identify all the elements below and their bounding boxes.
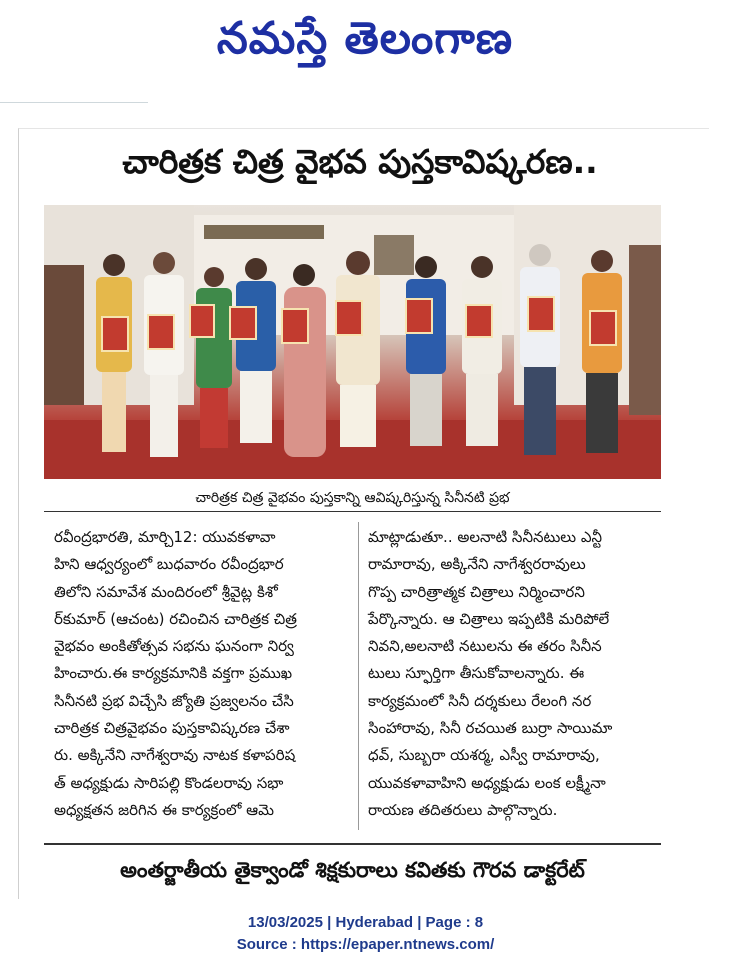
body-line: త్ అధ్యక్షుడు సారిపల్లి కొండలరావు సభా — [54, 773, 284, 792]
body-line: రాయణ తదితరులు పాల్గొన్నారు. — [368, 800, 558, 819]
masthead-divider — [0, 102, 148, 103]
body-line: ధవ్, సుబ్బరా యశర్మ, ఎస్వీ రామారావు, — [368, 746, 600, 765]
page-footer — [0, 912, 731, 956]
body-line: టులు స్ఫూర్తిగా తీసుకోవాలన్నారు. ఈ — [368, 664, 585, 683]
body-line: హించారు.ఈ కార్యక్రమానికి వక్తగా ప్రముఖ — [54, 664, 293, 683]
footer-date-line: 13/03/2025 | Hyderabad | Page : 8 — [247, 914, 484, 931]
body-line: చారిత్రక చిత్రవైభవం పుస్తకావిష్కరణ చేశా — [54, 719, 290, 738]
book-launch-photo — [44, 205, 661, 479]
body-line: గొప్ప చారిత్రాత్మక చిత్రాలు నిర్మించారని — [368, 582, 585, 601]
body-line: అధ్యక్షతన జరిగిన ఈ కార్యక్రంలో ఆమె — [54, 800, 274, 819]
article-headline: చారిత్రక చిత్ర వైభవ పుస్తకావిష్కరణ.. — [122, 142, 598, 181]
footer-source-line: Source : https://epaper.ntnews.com/ — [236, 936, 495, 953]
body-line: సినీనటి ప్రభ విచ్చేసి జ్యోతి ప్రజ్వలనం చేసి — [54, 691, 294, 710]
masthead-logo: నమస్తే తెలంగాణ — [216, 13, 514, 64]
next-article-headline: అంతర్జాతీయ తైక్వాండో శిక్షకురాలు కవితకు గౌరవ డాక్టరేట్ — [120, 858, 585, 882]
section-divider — [44, 843, 661, 845]
photo-caption: చారిత్రక చిత్ర వైభవం పుస్తకాన్ని ఆవిష్కరిస్తున్న సినీనటి ప్రభ — [44, 485, 661, 512]
body-line: తిలోని సమావేశ మందిరంలో శ్రీవైట్ల కిశో — [54, 582, 278, 601]
body-line: వైభవం అంకితోత్సవ సభను ఘనంగా నిర్వ — [54, 637, 294, 656]
body-line: రు. అక్కినేని నాగేశ్వరావు నాటక కళాపరిష — [54, 746, 296, 765]
body-line: హిని ఆధ్వర్యంలో బుధవారం రవీంద్రభార — [54, 555, 284, 574]
article-body-column-2 — [368, 524, 656, 824]
body-line: మాట్లాడుతూ.. అలనాటి సినీనటులు ఎన్టీ — [368, 528, 603, 546]
body-line: నివని,అలనాటి నటులను ఈ తరం సినీన — [368, 637, 602, 656]
body-line: రవీంద్రభారతి, మార్చి12: యువకళావా — [54, 528, 276, 546]
column-divider — [358, 522, 359, 830]
body-line: యువకళావాహిని అధ్యక్షుడు లంక లక్ష్మీనా — [368, 773, 606, 792]
event-photo — [44, 205, 661, 479]
article-body-column-1 — [54, 524, 348, 824]
body-line: పేర్కొన్నారు. ఆ చిత్రాలు ఇప్పటికి మరిపోలే — [368, 609, 610, 628]
body-line: రామారావు, అక్కినేని నాగేశ్వరరావులు — [368, 555, 586, 574]
body-line: ర్‌కుమార్ (ఆచంట) రచించిన చారిత్రక చిత్ర — [54, 609, 297, 628]
body-line: కార్యక్రమంలో సినీ దర్శకులు రేలంగి నర — [368, 691, 592, 710]
body-line: సింహారావు, సినీ రచయిత బుర్రా సాయిమా — [368, 719, 613, 738]
